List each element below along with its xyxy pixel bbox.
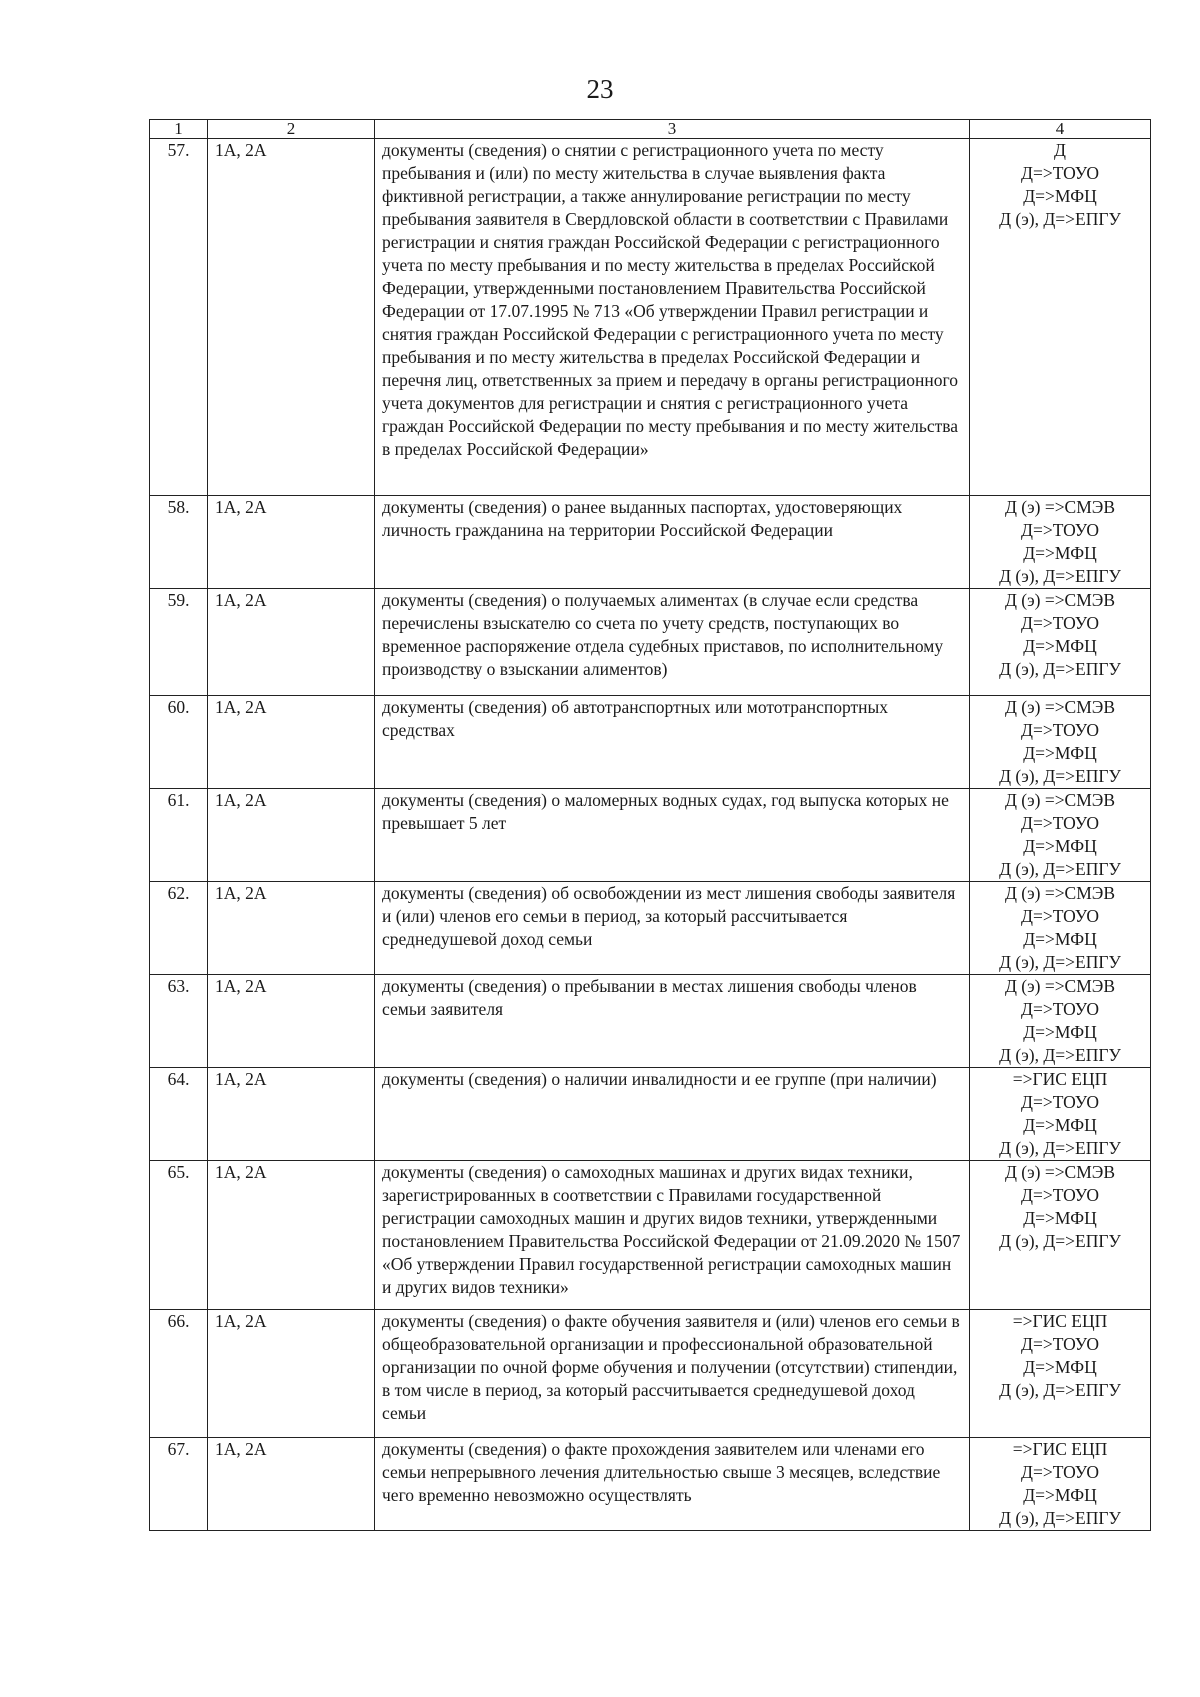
row-number: 64. xyxy=(150,1068,208,1161)
table-row xyxy=(150,496,1151,589)
header-col-4: 4 xyxy=(970,120,1151,139)
destination-entry: Д=>МФЦ xyxy=(1023,186,1097,206)
row-number: 67. xyxy=(150,1438,208,1531)
destination-entry: Д (э) =>СМЭВ xyxy=(1004,790,1116,810)
row-description: документы (сведения) о факте обучения заявителя и (или) членов его семьи в общеобразовательной организации и профессиональной образовательной организации по очной форме обучения и получении (отсутствии) стипендии, в том числе в период, за который рассчитывается среднедушевой доход семьи xyxy=(375,1310,970,1438)
destination-entry: Д=>ТОУО xyxy=(1021,813,1099,833)
table-row xyxy=(150,139,1151,496)
row-number: 59. xyxy=(150,589,208,696)
row-description: документы (сведения) об освобождении из мест лишения свободы заявителя и (или) членов его семьи в период, за который рассчитывается среднедушевой доход семьи xyxy=(375,882,970,975)
row-description: документы (сведения) о маломерных водных судах, год выпуска которых не превышает 5 лет xyxy=(375,789,970,882)
documents-table xyxy=(149,119,1151,1531)
row-category: 1А, 2А xyxy=(208,139,375,496)
row-category: 1А, 2А xyxy=(208,1161,375,1310)
destination-entry: Д=>МФЦ xyxy=(1023,929,1097,949)
destination-entry: Д=>МФЦ xyxy=(1023,1022,1097,1042)
destination-entry: Д (э), Д=>ЕПГУ xyxy=(999,859,1121,879)
row-number: 61. xyxy=(150,789,208,882)
destination-entry: Д=>МФЦ xyxy=(1023,636,1097,656)
table-row xyxy=(150,696,1151,789)
row-category: 1А, 2А xyxy=(208,1438,375,1531)
destination-entry: =>ГИС ЕЦП xyxy=(1012,1311,1108,1331)
destination-entry: Д=>МФЦ xyxy=(1023,1485,1097,1505)
destination-entry: Д (э), Д=>ЕПГУ xyxy=(999,952,1121,972)
row-destinations xyxy=(970,589,1151,696)
page-number: 23 xyxy=(586,74,614,104)
destination-entry: =>ГИС ЕЦП xyxy=(1012,1439,1108,1459)
table-row xyxy=(150,789,1151,882)
table-row xyxy=(150,589,1151,696)
destination-entry: Д (э), Д=>ЕПГУ xyxy=(999,766,1121,786)
header-col-2: 2 xyxy=(208,120,375,139)
row-number: 57. xyxy=(150,139,208,496)
destination-entry: Д=>ТОУО xyxy=(1021,906,1099,926)
row-destinations xyxy=(970,1438,1151,1531)
row-destinations xyxy=(970,882,1151,975)
destination-entry: Д=>МФЦ xyxy=(1023,836,1097,856)
row-number: 58. xyxy=(150,496,208,589)
row-category: 1А, 2А xyxy=(208,1068,375,1161)
row-category: 1А, 2А xyxy=(208,589,375,696)
destination-entry: Д (э) =>СМЭВ xyxy=(1004,497,1116,517)
header-row xyxy=(150,120,1151,139)
table-row xyxy=(150,1310,1151,1438)
table-body xyxy=(150,139,1151,1531)
destination-entry: Д=>ТОУО xyxy=(1021,163,1099,183)
table-row xyxy=(150,1438,1151,1531)
row-destinations xyxy=(970,975,1151,1068)
destination-entry: Д=>ТОУО xyxy=(1021,520,1099,540)
destination-entry: Д=>ТОУО xyxy=(1021,999,1099,1019)
destination-entry: Д (э), Д=>ЕПГУ xyxy=(999,659,1121,679)
row-category: 1А, 2А xyxy=(208,789,375,882)
destination-entry: Д (э), Д=>ЕПГУ xyxy=(999,1508,1121,1528)
destination-entry: Д=>МФЦ xyxy=(1023,1357,1097,1377)
destination-entry: =>ГИС ЕЦП xyxy=(1012,1069,1108,1089)
row-category: 1А, 2А xyxy=(208,1310,375,1438)
row-category: 1А, 2А xyxy=(208,882,375,975)
destination-entry: Д=>МФЦ xyxy=(1023,1115,1097,1135)
destination-entry: Д=>МФЦ xyxy=(1023,1208,1097,1228)
row-destinations xyxy=(970,789,1151,882)
table-row xyxy=(150,1068,1151,1161)
destination-entry: Д (э), Д=>ЕПГУ xyxy=(999,566,1121,586)
row-category: 1А, 2А xyxy=(208,975,375,1068)
row-number: 63. xyxy=(150,975,208,1068)
row-category: 1А, 2А xyxy=(208,696,375,789)
row-description: документы (сведения) о самоходных машинах и других видах техники, зарегистрированных в соответствии с Правилами государственной регистрации самоходных машин и других видов техники, утвержденными постановлением Правительства Российской Федерации от 21.09.2020 № 1507 «Об утверждении Правил государственной регистрации самоходных машин и других видов техники» xyxy=(375,1161,970,1310)
destination-entry: Д (э), Д=>ЕПГУ xyxy=(999,1138,1121,1158)
row-description: документы (сведения) о снятии с регистрационного учета по месту пребывания и (или) по месту жительства в случае выявления факта фиктивной регистрации, а также аннулирование регистрации по месту пребывания заявителя в Свердловской области в соответствии с Правилами регистрации и снятия граждан Российской Федерации с регистрационного учета по месту пребывания и по месту жительства в пределах Российской Федерации, утвержденными постановлением Правительства Российской Федерации от 17.07.1995 № 713 «Об утверждении Правил регистрации и снятия граждан Российской Федерации с регистрационного учета по месту пребывания и по месту жительства в пределах Российской Федерации и перечня лиц, ответственных за прием и передачу в органы регистрационного учета документов для регистрации и снятия с регистрационного учета граждан Российской Федерации по месту пребывания и по месту жительства в пределах Российской Федерации» xyxy=(375,139,970,496)
row-destinations xyxy=(970,1161,1151,1310)
row-number: 60. xyxy=(150,696,208,789)
destination-entry: Д=>ТОУО xyxy=(1021,1092,1099,1112)
destination-entry: Д=>ТОУО xyxy=(1021,613,1099,633)
row-number: 66. xyxy=(150,1310,208,1438)
row-description: документы (сведения) о факте прохождения заявителем или членами его семьи непрерывного лечения длительностью свыше 3 месяцев, вследствие чего временно невозможно осуществлять xyxy=(375,1438,970,1531)
destination-entry: Д (э), Д=>ЕПГУ xyxy=(999,1380,1121,1400)
row-description: документы (сведения) о ранее выданных паспортах, удостоверяющих личность гражданина на территории Российской Федерации xyxy=(375,496,970,589)
destination-entry: Д (э) =>СМЭВ xyxy=(1004,976,1116,996)
row-destinations xyxy=(970,139,1151,496)
row-description: документы (сведения) о получаемых алиментах (в случае если средства перечислены взыскателю со счета по учету средств, поступающих во временное распоряжение отдела судебных приставов, по исполнительному производству о взыскании алиментов) xyxy=(375,589,970,696)
header-col-1: 1 xyxy=(150,120,208,139)
destination-entry: Д xyxy=(1054,140,1066,160)
destination-entry: Д=>ТОУО xyxy=(1021,720,1099,740)
row-description: документы (сведения) об автотранспортных или мототранспортных средствах xyxy=(375,696,970,789)
row-description: документы (сведения) о наличии инвалидности и ее группе (при наличии) xyxy=(375,1068,970,1161)
destination-entry: Д=>ТОУО xyxy=(1021,1334,1099,1354)
row-number: 65. xyxy=(150,1161,208,1310)
table-row xyxy=(150,882,1151,975)
header-col-3: 3 xyxy=(375,120,970,139)
destination-entry: Д (э) =>СМЭВ xyxy=(1004,590,1116,610)
row-destinations xyxy=(970,496,1151,589)
table-header xyxy=(150,120,1151,139)
table-row xyxy=(150,975,1151,1068)
destination-entry: Д=>ТОУО xyxy=(1021,1462,1099,1482)
row-destinations xyxy=(970,696,1151,789)
destination-entry: Д (э) =>СМЭВ xyxy=(1004,883,1116,903)
destination-entry: Д (э), Д=>ЕПГУ xyxy=(999,1045,1121,1065)
destination-entry: Д (э) =>СМЭВ xyxy=(1004,1162,1116,1182)
row-category: 1А, 2А xyxy=(208,496,375,589)
destination-entry: Д (э), Д=>ЕПГУ xyxy=(999,1231,1121,1251)
destination-entry: Д=>МФЦ xyxy=(1023,543,1097,563)
row-description: документы (сведения) о пребывании в местах лишения свободы членов семьи заявителя xyxy=(375,975,970,1068)
destination-entry: Д (э), Д=>ЕПГУ xyxy=(999,209,1121,229)
row-number: 62. xyxy=(150,882,208,975)
row-destinations xyxy=(970,1310,1151,1438)
destination-entry: Д=>ТОУО xyxy=(1021,1185,1099,1205)
row-destinations xyxy=(970,1068,1151,1161)
destination-entry: Д=>МФЦ xyxy=(1023,743,1097,763)
table-row xyxy=(150,1161,1151,1310)
destination-entry: Д (э) =>СМЭВ xyxy=(1004,697,1116,717)
